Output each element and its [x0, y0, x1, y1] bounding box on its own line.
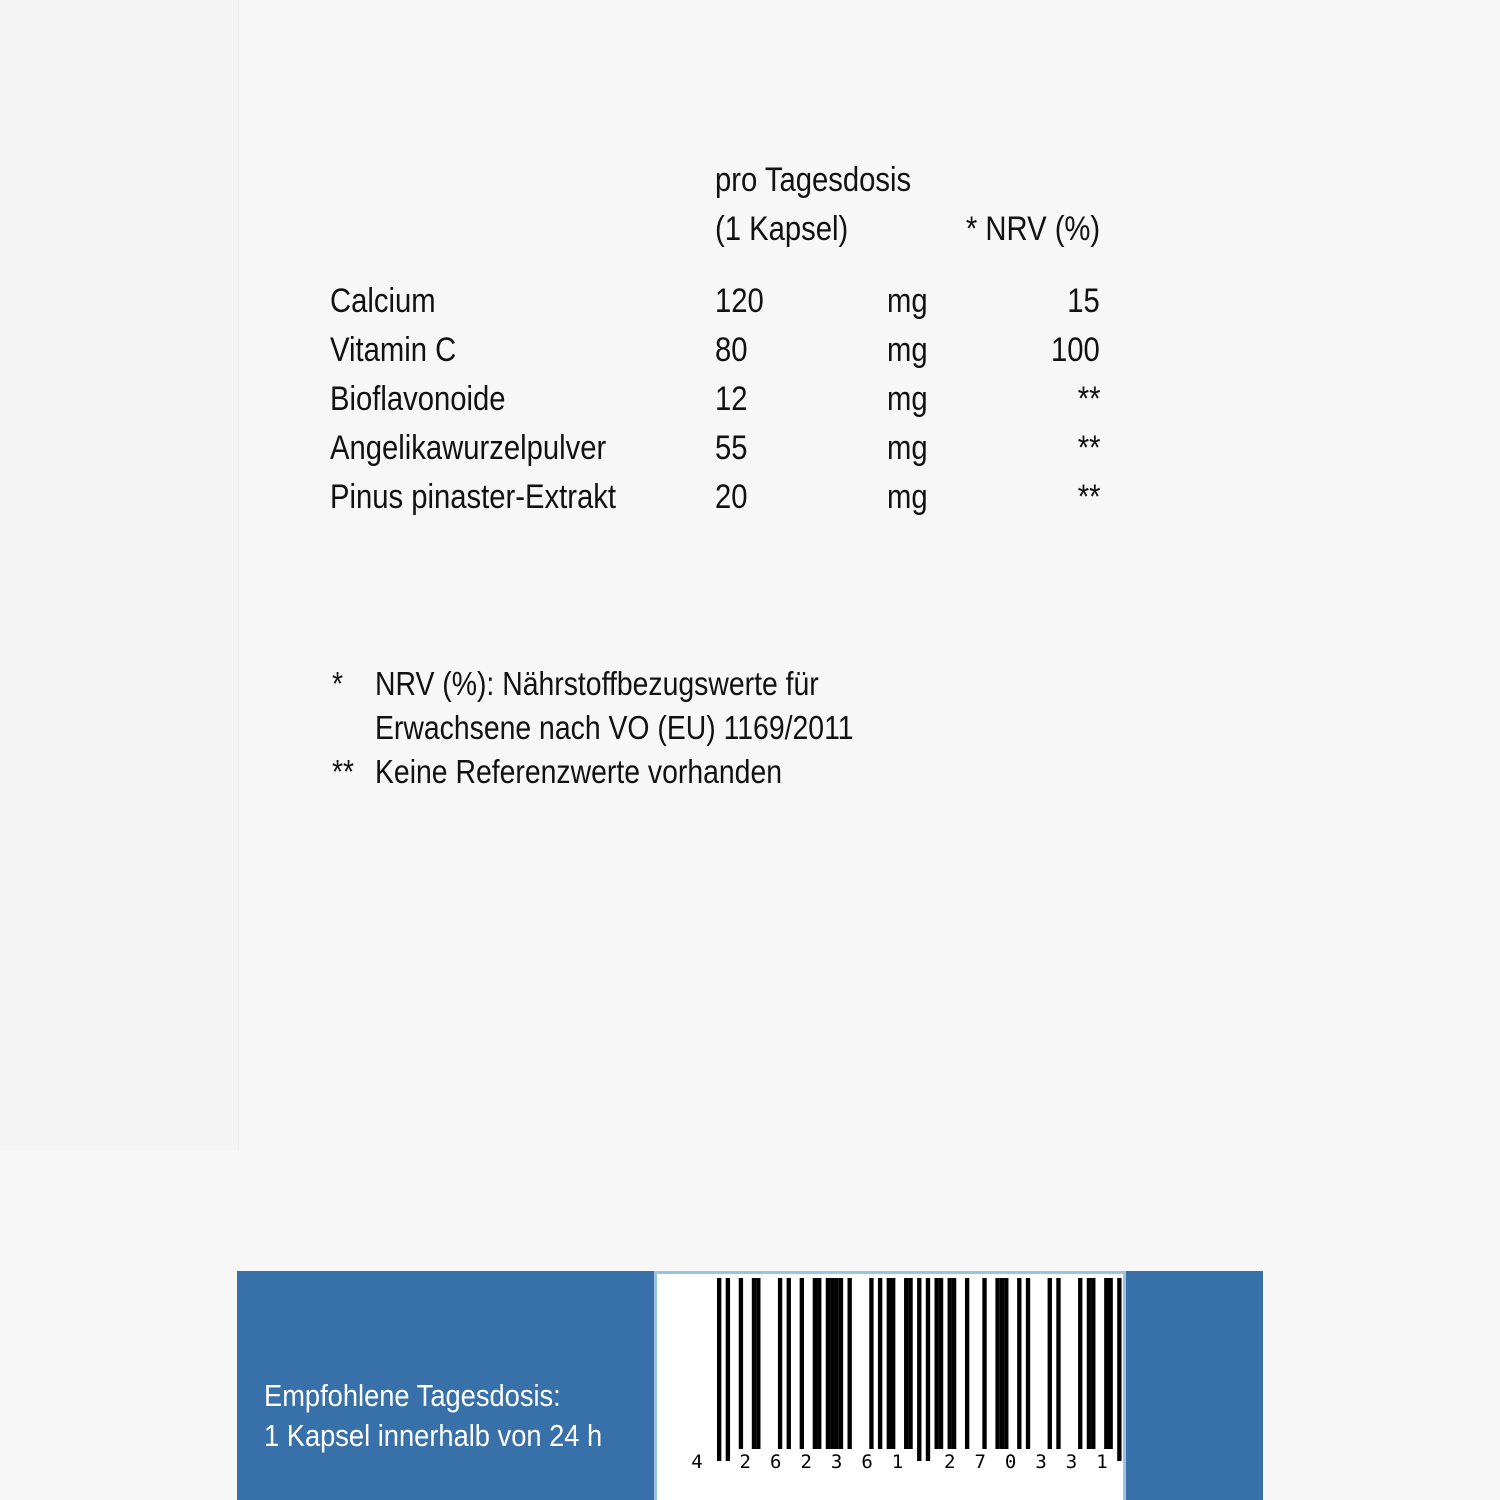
barcode-bar — [935, 1278, 939, 1449]
row-name: Calcium — [330, 282, 436, 320]
row-nrv: ** — [1077, 478, 1100, 516]
recommended-dose-line1: Empfohlene Tagesdosis: — [264, 1378, 561, 1413]
barcode-bar — [848, 1278, 852, 1449]
recommended-dose — [264, 1376, 602, 1456]
barcode-bar — [869, 1278, 873, 1449]
row-name: Vitamin C — [330, 331, 457, 369]
barcode-bar — [717, 1278, 721, 1461]
barcode-bar — [752, 1278, 756, 1449]
barcode-box — [654, 1271, 1126, 1500]
barcode-digit: 6 — [861, 1451, 873, 1473]
footnote-mark-double: ** — [332, 753, 355, 790]
barcode-bar — [778, 1278, 782, 1449]
footnote-mark-single: * — [332, 665, 344, 702]
barcode-bar — [813, 1278, 817, 1449]
barcode-digit: 0 — [1004, 1451, 1017, 1473]
barcode-bar — [1078, 1278, 1082, 1449]
barcode-bar — [839, 1278, 843, 1449]
barcode-bar — [1004, 1278, 1008, 1449]
row-nrv: ** — [1077, 380, 1100, 418]
barcode-icon — [657, 1274, 1123, 1500]
row-nrv: ** — [1077, 429, 1100, 467]
footnote-nrv-line2: Erwachsene nach VO (EU) 1169/2011 — [375, 709, 854, 746]
barcode-bar — [834, 1278, 838, 1449]
header-dose-line1: pro Tagesdosis — [715, 161, 912, 199]
row-unit: mg — [887, 282, 928, 320]
row-amount: 20 — [715, 478, 748, 516]
row-unit: mg — [887, 429, 928, 467]
barcode-digit: 6 — [769, 1451, 782, 1473]
barcode-bar — [952, 1278, 956, 1449]
barcode-bar — [917, 1278, 921, 1461]
barcode-bar — [1048, 1278, 1052, 1449]
barcode-digit: 2 — [739, 1451, 752, 1473]
page-edge-line — [238, 0, 239, 1150]
row-nrv: 100 — [1051, 331, 1100, 369]
recommended-dose-line2: 1 Kapsel innerhalb von 24 h — [264, 1418, 603, 1453]
barcode-bar — [830, 1278, 834, 1449]
barcode-bar — [891, 1278, 895, 1449]
barcode-bar — [995, 1278, 999, 1449]
barcode-bar — [982, 1278, 986, 1449]
barcode-digit: 1 — [891, 1451, 904, 1473]
barcode-bar — [826, 1278, 830, 1449]
barcode-bar — [965, 1278, 969, 1449]
barcode-bar — [1026, 1278, 1030, 1449]
barcode-bar — [1017, 1278, 1021, 1449]
barcode-digit: 3 — [830, 1451, 843, 1473]
barcode-digit: 2 — [800, 1451, 812, 1473]
barcode-bar — [817, 1278, 821, 1449]
page-shade — [0, 0, 238, 1150]
row-name: Pinus pinaster-Extrakt — [330, 478, 617, 516]
barcode-bar — [756, 1278, 760, 1449]
barcode-bar — [926, 1278, 930, 1461]
barcode-bar — [1091, 1278, 1095, 1449]
barcode-bar — [948, 1278, 952, 1449]
barcode-bar — [739, 1278, 743, 1449]
barcode-bar — [1000, 1278, 1004, 1449]
header-dose-line2: (1 Kapsel) — [715, 210, 849, 248]
barcode-bar — [787, 1278, 791, 1449]
barcode-bar — [1109, 1278, 1113, 1449]
row-amount: 12 — [715, 380, 748, 418]
barcode-bar — [1117, 1278, 1121, 1461]
barcode-bar — [878, 1278, 882, 1449]
row-amount: 80 — [715, 331, 748, 369]
barcode-digit: 2 — [944, 1451, 956, 1473]
barcode-bar — [887, 1278, 891, 1449]
barcode-bar — [904, 1278, 908, 1449]
barcode-bar — [939, 1278, 943, 1449]
row-name: Angelikawurzelpulver — [330, 429, 607, 467]
row-amount: 55 — [715, 429, 748, 467]
barcode-digit: 1 — [1096, 1451, 1108, 1473]
barcode-bar — [1104, 1278, 1108, 1449]
barcode-digit: 7 — [974, 1451, 986, 1473]
row-unit: mg — [887, 331, 928, 369]
row-unit: mg — [887, 478, 928, 516]
barcode-bar — [726, 1278, 730, 1461]
barcode-digit: 3 — [1035, 1451, 1047, 1473]
row-name: Bioflavonoide — [330, 380, 506, 418]
footnote-nrv-line1: NRV (%): Nährstoffbezugswerte für — [375, 665, 819, 702]
barcode-digit: 4 — [691, 1451, 703, 1473]
row-unit: mg — [887, 380, 928, 418]
barcode-digit: 3 — [1065, 1451, 1078, 1473]
footnote-no-reference: Keine Referenzwerte vorhanden — [375, 753, 783, 790]
barcode-bar — [1087, 1278, 1091, 1449]
barcode-bar — [800, 1278, 804, 1449]
row-amount: 120 — [715, 282, 764, 320]
row-nrv: 15 — [1067, 282, 1100, 320]
barcode-bar — [908, 1278, 912, 1449]
header-nrv: * NRV (%) — [965, 210, 1100, 248]
barcode-bar — [1056, 1278, 1060, 1449]
